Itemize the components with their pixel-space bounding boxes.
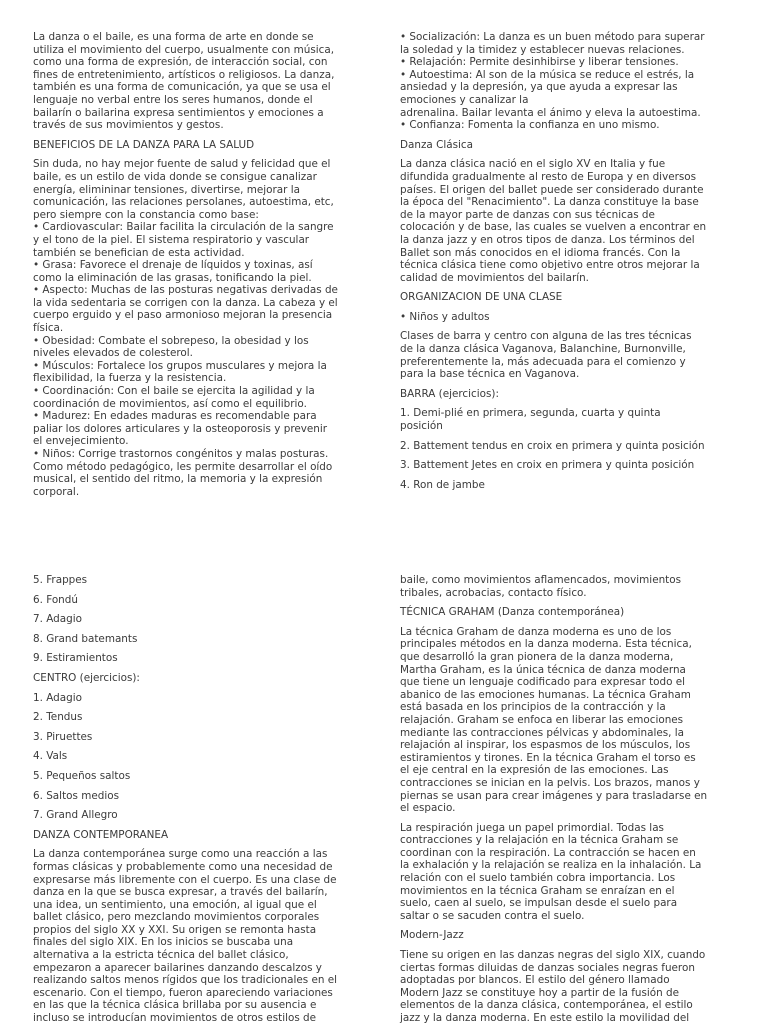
centro-list-item: 2. Tendus	[33, 711, 83, 724]
benefits-continued: • Socialización: La danza es un buen método para superar la soledad y la timidez y establecer nuevas relaciones. • Relajación: Permite desinhibirse y liberar tensiones. • Autoestima: Al son de la música se reduce el estrés, la ansiedad y la depresión, ya que ayuda a expresar las emociones y canalizar la adrenalina. Bailar levanta el ánimo y eleva la autoestima. • Confianza: Fomenta la confianza en uno mismo.	[400, 31, 705, 132]
modern-jazz-heading: Modern-Jazz	[400, 929, 464, 942]
class-organization-bullet: • Niños y adultos	[400, 310, 490, 323]
class-organization-heading: ORGANIZACION DE UNA CLASE	[400, 291, 563, 304]
modern-jazz-paragraph: Tiene su origen en las danzas negras del siglo XIX, cuando ciertas formas diluidas de danzas sociales negras fueron adoptadas por blancos. El estilo del género llamado Modern Jazz se constituye hoy a partir de la fusión de elementos de la danza clásica, contemporánea, el estilo jazz y la danza moderna. En este estilo la movilidad del	[400, 949, 706, 1024]
graham-technique-heading: TÉCNICA GRAHAM (Danza contemporánea)	[400, 606, 625, 619]
contemporary-dance-paragraph: La danza contemporánea surge como una reacción a las formas clásicas y probablemente como una necesidad de expresarse más libremente con el cuerpo. Es una clase de danza en la que se busca expresar, a través del bailarín, una idea, un sentimiento, una emoción, al igual que el ballet clásico, pero mezclando movimientos corporales propios del siglo XX y XXI. Su origen se remonta hasta finales del siglo XIX. En los inicios se buscaba una alternativa a la estricta técnica del ballet clásico, empezaron a aparecer bailarines danzando descalzos y realizando saltos menos rígidos que los tradicionales en el escenario. Con el tiempo, fueron apareciendo variaciones en las que la técnica clásica brillaba por su ausencia e incluso se introducían movimientos de otros estilos de	[33, 848, 338, 1024]
barra-list-item: 2. Battement tendus en croix en primera y quinta posición	[400, 439, 705, 452]
intro-paragraph: La danza o el baile, es una forma de arte en donde se utiliza el movimiento del cuerpo, usualmente con música, como una forma de expresión, de interacción social, con fines de entretenimiento, artísticos o religiosos. La danza, también es una forma de comunicación, ya que se usa el lenguaje no verbal entre los seres humanos, donde el bailarín o bailarina expresa sentimientos y emociones a través de sus movimientos y gestos.	[33, 31, 335, 132]
class-organization-paragraph: Clases de barra y centro con alguna de las tres técnicas de la danza clásica Vaganova, Balanchine, Burnonville, preferentemente la, más adecuada para el comienzo y para la base técnica en Vaganova.	[400, 330, 692, 381]
contemporary-dance-continued: baile, como movimientos aflamencados, movimientos tribales, acrobacias, contacto físico.	[400, 574, 682, 599]
barra-list-item: 4. Ron de jambe	[400, 478, 485, 491]
classic-dance-heading: Danza Clásica	[400, 138, 473, 151]
barra-list-item: 3. Battement Jetes en croix en primera y quinta posición	[400, 459, 695, 472]
centro-list-item: 1. Adagio	[33, 691, 82, 704]
barra-list-item: 7. Adagio	[33, 613, 82, 626]
centro-list-item: 3. Piruettes	[33, 730, 93, 743]
page2-left-column	[33, 574, 369, 1024]
barra-list-item: 5. Frappes	[33, 574, 88, 586]
contemporary-dance-heading: DANZA CONTEMPORANEA	[33, 828, 169, 841]
graham-technique-paragraph: La técnica Graham de danza moderna es uno de los principales métodos en la danza moderna. Esta técnica, que desarrolló la gran pionera de la danza moderna, Martha Graham, es la única técnica de danza moderna que tiene un lenguaje codificado para expresar todo el abanico de las emociones humanas. La técnica Graham está basada en los principios de la contracción y la relajación. Graham se enfoca en liberar las emociones mediante las contracciones pélvicas y abdominales, la relajación al inspirar, los espasmos de los músculos, los estiramientos y tirones. En la técnica Graham el torso es el eje central en la expresión de las emociones. Las contracciones se inician en la pelvis. Los brazos, manos y piernas se usan para crear imágenes y para trasladarse en el espacio.	[400, 625, 708, 815]
centro-list-item: 4. Vals	[33, 750, 68, 763]
centro-list-item: 6. Saltos medios	[33, 789, 119, 802]
benefits-heading: BENEFICIOS DE LA DANZA PARA LA SALUD	[33, 138, 255, 151]
barra-list-item: 8. Grand batemants	[33, 632, 138, 645]
page2-right-column	[400, 574, 738, 1024]
barra-list-item: 6. Fondú	[33, 593, 78, 606]
classic-dance-paragraph: La danza clásica nació en el siglo XV en Italia y fue difundida gradualmente al resto de Europa y en diversos países. El origen del ballet puede ser considerado durante la época del "Renacimiento". La danza constituye la base de la mayor parte de danzas con sus técnicas de colocación y de base, las cuales se vuelven a encontrar en la danza jazz y en otros tipos de danza. Los términos del Ballet son más conocidos en el idioma francés. Con la técnica clásica tiene como objetivo entre otros mejorar la calidad de movimientos del bailarín.	[400, 158, 707, 284]
barra-heading: BARRA (ejercicios):	[400, 387, 499, 400]
graham-breathing-paragraph: La respiración juega un papel primordial. Todas las contracciones y la relajación en la técnica Graham se coordinan con la respiración. La contracción se hacen en la exhalación y la relajación se realiza en la inhalación. La relación con el suelo también cobra importancia. Los movimientos en la técnica Graham se enraízan en el suelo, caen al suelo, se impulsan desde el suelo para saltar o se sacuden contra el suelo.	[400, 821, 702, 922]
barra-list-item: 9. Estiramientos	[33, 652, 118, 665]
centro-list-item: 5. Pequeños saltos	[33, 769, 131, 782]
centro-heading: CENTRO (ejercicios):	[33, 671, 140, 684]
page1-right-column	[400, 31, 738, 498]
centro-list-item: 7. Grand Allegro	[33, 809, 118, 822]
benefits-paragraph: Sin duda, no hay mejor fuente de salud y felicidad que el baile, es un estilo de vida donde se consigue canalizar energía, elimininar tensiones, divertirse, mejorar la comunicación, las relaciones persolanes, autoestima, etc, pero siempre con la constancia como base: • Cardiovascular: Bailar facilita la circulación de la sangre y el tono de la piel. El sistema respiratorio y vascular también se benefician de esta actividad. • Grasa: Favorece el drenaje de líquidos y toxinas, así como la eliminación de las grasas, tonificando la piel. • Aspecto: Muchas de las posturas negativas derivadas de la vida sedentaria se corrigen con la danza. La cabeza y el cuerpo erguido y el paso armonioso mejoran la presencia física. • Obesidad: Combate el sobrepeso, la obesidad y los niveles elevados de colesterol. • Músculos: Fortalece los grupos musculares y mejora la flexibilidad, la fuerza y la resistencia. • Coordinación: Con el baile se ejercita la agilidad y la coordinación de movimientos, así como el equilibrio. • Madurez: En edades maduras es recomendable para paliar los dolores articulares y la osteoporosis y prevenir el envejecimiento. • Niños: Corrige trastornos congénitos y malas posturas. Como método pedagógico, les permite desarrollar el oído musical, el sentido del ritmo, la memoria y la expresión corporal.	[33, 158, 338, 498]
document-page-2	[0, 568, 768, 1024]
barra-list-item: 1. Demi-plié en primera, segunda, cuarta y quinta posición	[400, 407, 661, 433]
page1-left-column	[33, 31, 369, 505]
